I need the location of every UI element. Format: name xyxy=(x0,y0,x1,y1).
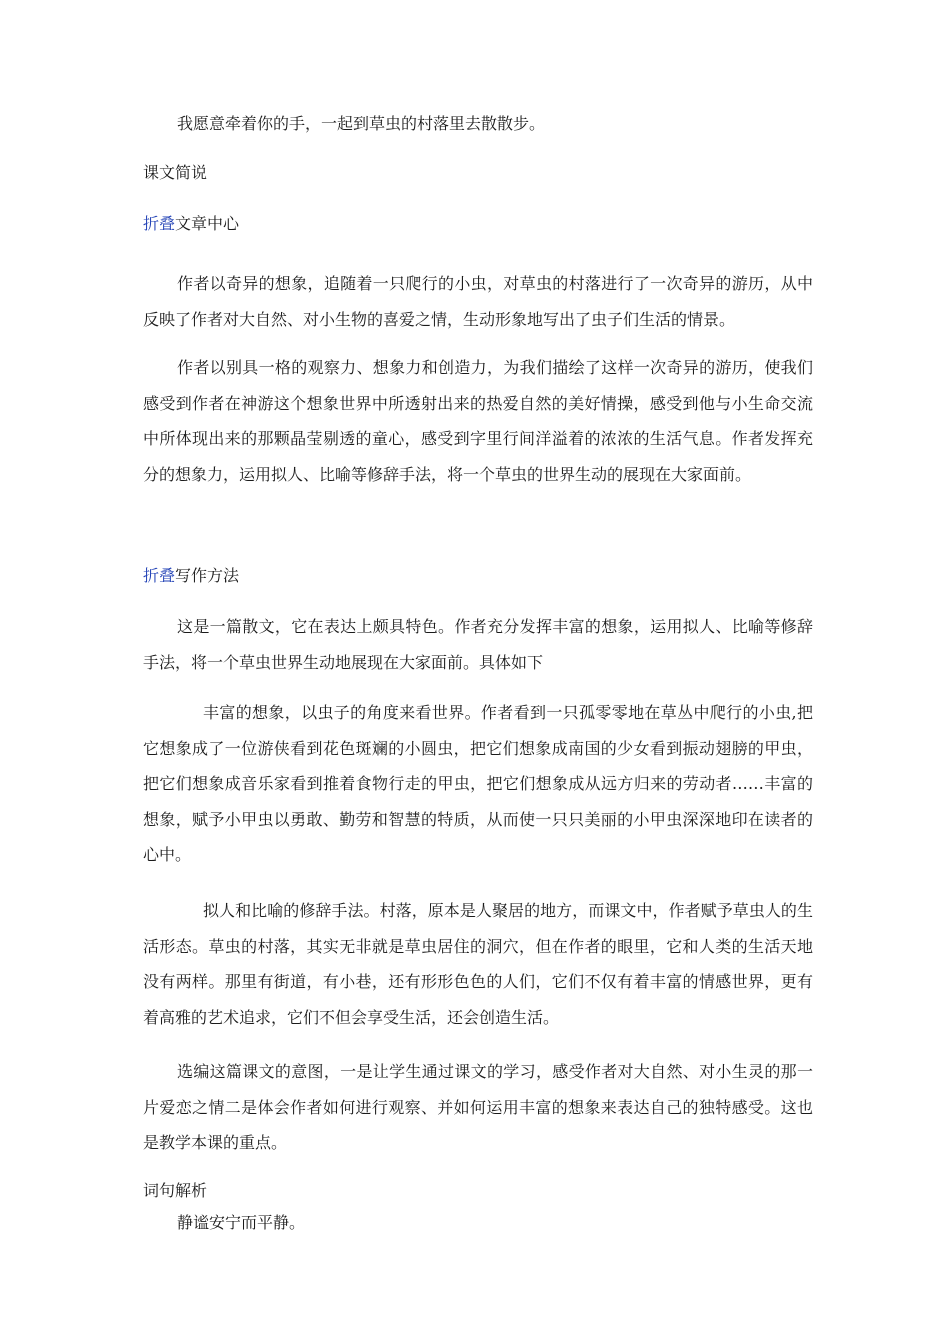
center-paragraph-1: 作者以奇异的想象，追随着一只爬行的小虫，对草虫的村落进行了一次奇异的游历，从中反映了作者对大自然、对小生物的喜爱之情，生动形象地写出了虫子们生活的情景。 xyxy=(143,274,813,329)
section-heading-ciju: 词句解析 xyxy=(143,1181,208,1200)
subheading-method-label: 写作方法 xyxy=(175,566,240,585)
subheading-center-label: 文章中心 xyxy=(175,214,240,233)
method-paragraph-3: 拟人和比喻的修辞手法。村落，原本是人聚居的地方，而课文中，作者赋予草虫人的生活形态。草虫的村落，其实无非就是草虫居住的洞穴，但在作者的眼里，它和人类的生活天地没有两样。那里有街道，有小巷，还有形形色色的人们，它们不仅有着丰富的情感世界，更有着高雅的艺术追求，它们不但会享受生活，还会创造生活。 xyxy=(143,901,813,1027)
intro-paragraph: 我愿意牵着你的手，一起到草虫的村落里去散散步。 xyxy=(177,114,546,133)
method-paragraph-2: 丰富的想象，以虫子的角度来看世界。作者看到一只孤零零地在草丛中爬行的小虫,把它想象成了一位游侠看到花色斑斓的小圆虫，把它们想象成南国的少女看到振动翅膀的甲虫，把它们想象成音乐家看到推着食物行走的甲虫，把它们想象成从远方归来的劳动者……丰富的想象，赋予小甲虫以勇敢、勤劳和智慧的特质，从而使一只只美丽的小甲虫深深地印在读者的心中。 xyxy=(143,703,813,864)
method-paragraph-1: 这是一篇散文，它在表达上颇具特色。作者充分发挥丰富的想象，运用拟人、比喻等修辞手法，将一个草虫世界生动地展现在大家面前。具体如下 xyxy=(143,617,813,672)
ciju-paragraph-1: 静谧安宁而平静。 xyxy=(177,1213,306,1232)
fold-link-center[interactable]: 折叠 xyxy=(143,214,176,233)
subheading-center xyxy=(143,213,239,235)
fold-link-method[interactable]: 折叠 xyxy=(143,566,176,585)
method-paragraph-4: 选编这篇课文的意图，一是让学生通过课文的学习，感受作者对大自然、对小生灵的那一片爱恋之情二是体会作者如何进行观察、并如何运用丰富的想象来表达自己的独特感受。这也是教学本课的重点。 xyxy=(143,1062,813,1152)
section-heading-keshi: 课文简说 xyxy=(143,163,208,182)
center-paragraph-2: 作者以别具一格的观察力、想象力和创造力，为我们描绘了这样一次奇异的游历，使我们感受到作者在神游这个想象世界中所透射出来的热爱自然的美好情操，感受到他与小生命交流中所体现出来的那颗晶莹剔透的童心，感受到字里行间洋溢着的浓浓的生活气息。作者发挥充分的想象力，运用拟人、比喻等修辞手法，将一个草虫的世界生动的展现在大家面前。 xyxy=(143,358,813,484)
subheading-method xyxy=(143,565,239,587)
